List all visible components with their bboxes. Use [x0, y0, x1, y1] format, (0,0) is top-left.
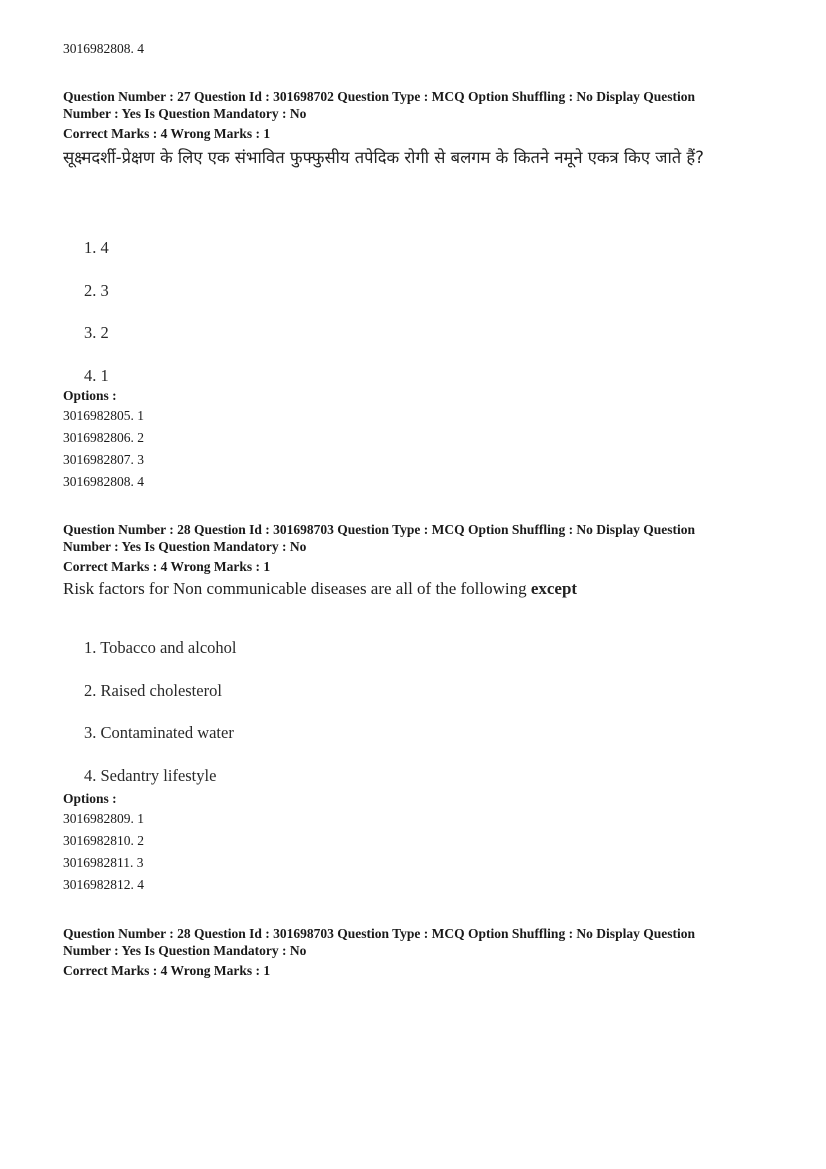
choice-3: 3. Contaminated water [84, 723, 234, 742]
option-id: 3016982807. 3 [63, 452, 144, 467]
choice-1: 1. Tobacco and alcohol [84, 638, 237, 657]
choice-2: 2. Raised cholesterol [84, 681, 222, 700]
question-header: Question Number : 27 Question Id : 301698702 Question Type : MCQ Option Shuffling : No Display Question [63, 89, 695, 104]
question-text-emphasis: except [530, 579, 578, 598]
question-header-cont: Number : Yes Is Question Mandatory : No [63, 943, 307, 958]
option-id: 3016982812. 4 [63, 877, 144, 892]
option-id: 3016982806. 2 [63, 430, 144, 445]
choice-4: 4. Sedantry lifestyle [84, 766, 217, 785]
choice-1: 1. 4 [84, 238, 109, 257]
question-text-main: Risk factors for Non communicable diseases are all of the following [63, 579, 531, 598]
question-header-cont: Number : Yes Is Question Mandatory : No [63, 106, 307, 121]
options-label: Options : [63, 388, 117, 403]
question-header: Question Number : 28 Question Id : 301698703 Question Type : MCQ Option Shuffling : No Display Question [63, 522, 695, 537]
question-header-cont: Number : Yes Is Question Mandatory : No [63, 539, 307, 554]
options-label: Options : [63, 791, 117, 806]
marks-line: Correct Marks : 4 Wrong Marks : 1 [63, 963, 271, 978]
prev-option-id: 3016982808. 4 [63, 41, 144, 56]
option-id: 3016982805. 1 [63, 408, 144, 423]
question-header: Question Number : 28 Question Id : 301698703 Question Type : MCQ Option Shuffling : No Display Question [63, 926, 695, 941]
question-text: सूक्ष्मदर्शी-प्रेक्षण के लिए एक संभावित फुफ्फुसीय तपेदिक रोगी से बलगम के कितने नमूने एकत्र किए जाते हैं? [63, 148, 704, 167]
option-id: 3016982809. 1 [63, 811, 144, 826]
marks-line: Correct Marks : 4 Wrong Marks : 1 [63, 126, 271, 141]
option-id: 3016982808. 4 [63, 474, 144, 489]
marks-line: Correct Marks : 4 Wrong Marks : 1 [63, 559, 271, 574]
option-id: 3016982810. 2 [63, 833, 144, 848]
choice-4: 4. 1 [84, 366, 109, 385]
question-text [63, 578, 577, 600]
choice-3: 3. 2 [84, 323, 109, 342]
choice-2: 2. 3 [84, 281, 109, 300]
option-id: 3016982811. 3 [63, 855, 144, 870]
